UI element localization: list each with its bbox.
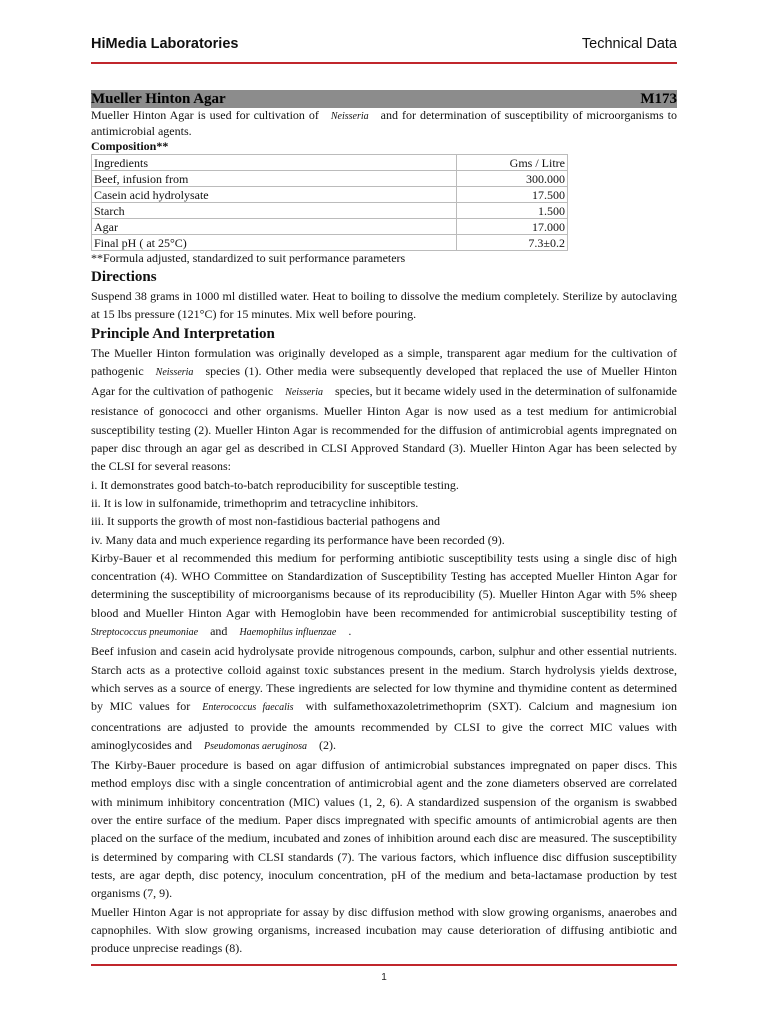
reason-list-item: ii. It is low in sulfonamide, trimethoprim and tetracycline inhibitors. xyxy=(91,495,419,510)
table-row xyxy=(92,235,568,251)
header-rule xyxy=(91,62,677,64)
ingredient-name: Final pH ( at 25°C) xyxy=(92,235,457,251)
principle-paragraph-5: Mueller Hinton Agar is not appropriate for assay by disc diffusion method with slow growing organisms, anaerobes and capnophiles. With slow growing organisms, increased incubation may cause deterioration of diffusing antibiotic and produce unprecise readings (8). xyxy=(91,904,677,956)
doc-type: Technical Data xyxy=(581,36,677,52)
principle-paragraph-3 xyxy=(91,642,677,756)
principle-paragraph-2 xyxy=(91,549,677,642)
col-units: Gms / Litre xyxy=(457,155,568,171)
table-row xyxy=(92,219,568,235)
principle-heading: Principle And Interpretation xyxy=(91,325,275,342)
composition-heading: Composition** xyxy=(91,139,169,153)
principle-paragraph-4: The Kirby-Bauer procedure is based on agar diffusion of antimicrobial substances impregnated on paper discs. This method employs disc with a single concentration of antimicrobial agent and the zone diameters observed are correlated with minimum inhibitory concentration (MIC) values (1, 2, 6). A standardized suspension of the organism is swabbed over the entire surface of the medium. Paper discs impregnated with specific amounts of antimicrobial agents are then placed on the surface of the medium, incubated and zones of inhibition around each disc are measured. The susceptibility is determined by comparing with CLSI standards (7). The various factors, which influence disc diffusion susceptibility tests, are agar depth, disc potency, inoculum concentration, pH of the medium and beta-lactamase production by test organisms (7, 9). xyxy=(91,758,677,901)
p2-organism-2: Haemophilus influenzae xyxy=(239,627,337,639)
principle-paragraph-1 xyxy=(91,344,677,476)
p1-text-c: species, but it became widely used in the determination of sulfonamide resistance of gonococci and other organisms. Mueller Hinton Agar is now used as a test medium for antimicrobial susceptibility testing (2). Mueller Hinton Agar is recommended for the diffusion of antimicrobial agents impregnated on paper disc through an agar gel as described in CLSI Approved Standard (3). Mueller Hinton Agar has been selected by the CLSI for several reasons: xyxy=(91,384,678,474)
document-body xyxy=(91,90,677,957)
p3-organism-1: Enterococcus faecalis xyxy=(202,702,294,714)
product-title-bar xyxy=(91,90,677,108)
ingredient-value: 17.500 xyxy=(457,187,568,203)
p3-text-c: (2). xyxy=(319,737,337,752)
ingredient-name: Starch xyxy=(92,203,457,219)
footer-rule xyxy=(91,964,677,966)
composition-table xyxy=(91,154,568,251)
p3-text-a: Beef infusion and casein acid hydrolysate provide nitrogenous compounds, carbon, sulphur and other essential nutrients. Starch acts as a protective colloid against toxic substances present in the medium. Starch hydrolysis yields dextrose, which serves as a source of energy. These ingredients are selected for low thymine and thymidine content as determined by MIC values for xyxy=(91,644,677,714)
p2-text-a: Kirby-Bauer et al recommended this medium for performing antibiotic susceptibility tests using a single disc of high concentration (4). WHO Committee on Standardization of Susceptibility Testing has accepted Mueller Hinton Agar for determining the susceptibility of microorganisms because of its reproducibility (5). Mueller Hinton Agar with 5% sheep blood and Mueller Hinton Agar with Hemoglobin have been recommended for antimicrobial susceptibility testing of xyxy=(91,550,677,620)
intro-text-b: and for determination of susceptibility of microorganisms to antimicrobial agents. xyxy=(91,108,677,138)
ingredient-value: 1.500 xyxy=(457,203,568,219)
composition-note: **Formula adjusted, standardized to suit performance parameters xyxy=(91,251,406,265)
page-header xyxy=(91,34,677,54)
ingredient-name: Casein acid hydrolysate xyxy=(92,187,457,203)
company-name: HiMedia Laboratories xyxy=(91,36,239,52)
p3-text-b: with sulfamethoxazoletrimethoprim (SXT). Calcium and magnesium ion concentrations are adjusted to provide the amounts recommended by CLSI to give the correct MIC values with aminoglycosides and xyxy=(91,699,678,752)
page-number: 1 xyxy=(381,972,387,983)
p1-text-b: species (1). Other media were subsequently developed that replaced the use of Mueller Hinton Agar for the cultivation of pathogenic xyxy=(91,363,677,399)
p1-organism-2: Neisseria xyxy=(285,387,323,399)
table-row xyxy=(92,171,568,187)
reason-list-item: iv. Many data and much experience regarding its performance have been recorded (9). xyxy=(91,532,505,547)
p2-organism-1: Streptococcus pneumoniae xyxy=(91,627,199,639)
intro-text-a: Mueller Hinton Agar is used for cultivation of xyxy=(91,108,319,122)
product-name: Mueller Hinton Agar xyxy=(91,91,226,107)
ingredient-value: 300.000 xyxy=(457,171,568,187)
intro-organism: Neisseria xyxy=(330,111,369,122)
col-ingredients: Ingredients xyxy=(92,155,457,171)
ingredient-name: Agar xyxy=(92,219,457,235)
directions-heading: Directions xyxy=(91,269,157,285)
ingredient-value: 17.000 xyxy=(457,219,568,235)
p2-end: . xyxy=(348,624,352,639)
reason-list-item: i. It demonstrates good batch-to-batch reproducibility for susceptible testing. xyxy=(91,477,459,492)
table-header-row xyxy=(92,155,568,171)
ingredient-name: Beef, infusion from xyxy=(92,171,457,187)
reason-list-item: iii. It supports the growth of most non-fastidious bacterial pathogens and xyxy=(91,514,440,529)
p2-and: and xyxy=(210,624,228,639)
ingredient-value: 7.3±0.2 xyxy=(457,235,568,251)
table-row xyxy=(92,203,568,219)
p1-organism-1: Neisseria xyxy=(155,366,194,378)
p3-organism-2: Pseudomonas aeruginosa xyxy=(203,740,308,752)
intro-paragraph xyxy=(91,108,677,139)
directions-paragraph: Suspend 38 grams in 1000 ml distilled water. Heat to boiling to dissolve the medium completely. Sterilize by autoclaving at 15 lbs pressure (121°C) for 15 minutes. Mix well before pouring. xyxy=(91,289,677,322)
product-code: M173 xyxy=(640,91,677,107)
table-row xyxy=(92,187,568,203)
p1-text-a: The Mueller Hinton formulation was originally developed as a simple, transparent agar medium for the cultivation of pathogenic xyxy=(91,345,677,378)
